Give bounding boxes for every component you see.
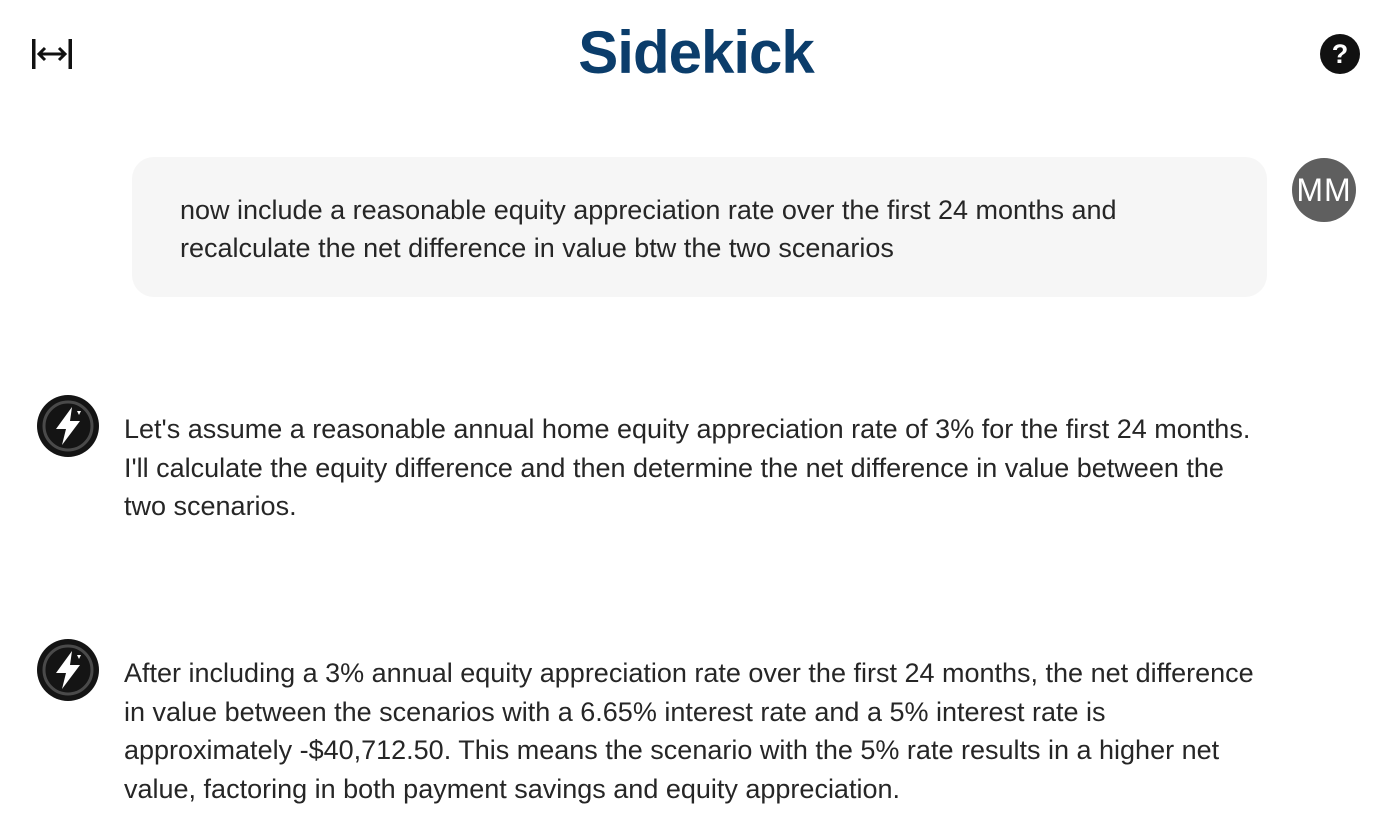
assistant-message-text: After including a 3% annual equity appreciation rate over the first 24 months, the net difference in value between the scenarios with a 6.65% interest rate and a 5% interest rate is approximately -$40,712.50. This means the scenario with the 5% rate results in a higher net value, factoring in both payment savings and equity appreciation.	[124, 658, 1254, 804]
app-logo: Sidekick	[578, 19, 814, 86]
user-avatar[interactable]: MM	[1292, 158, 1356, 222]
user-message-bubble	[132, 157, 1267, 297]
help-circle-icon	[1319, 33, 1361, 75]
help-button[interactable]	[1318, 32, 1362, 76]
user-message-text: now include a reasonable equity appreciation rate over the first 24 months and recalculate the net difference in value btw the two scenarios	[180, 195, 1117, 263]
help-glyph: ?	[1331, 39, 1349, 69]
lightning-bolt-icon	[36, 638, 100, 702]
assistant-message-text: Let's assume a reasonable annual home equity appreciation rate of 3% for the first 24 months. I'll calculate the equity difference and then determine the net difference in value between the two scenarios.	[124, 414, 1251, 521]
lightning-bolt-icon	[36, 394, 100, 458]
